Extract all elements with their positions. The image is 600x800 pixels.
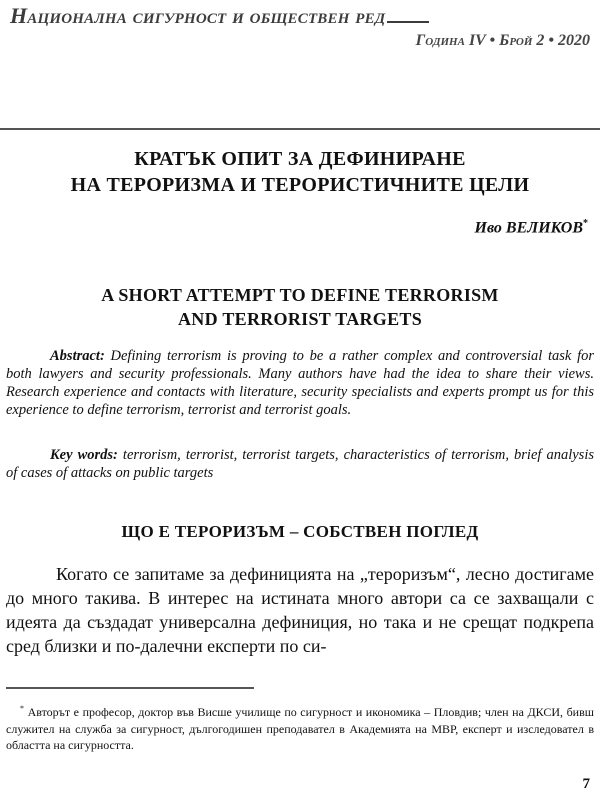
keywords-label: Key words:: [50, 447, 118, 463]
abstract: [6, 347, 594, 419]
article-title-en-line-2: AND TERRORIST TARGETS: [177, 309, 423, 329]
footnote-text: Авторът е професор, доктор във Висше училище по сигурност и икономика – Пловдив; член на ДКСИ, бивш служител на служба за сигурност, дългогодишен преподавател в Академията на МВР, експерт и изследовател в областта на сигурността.: [6, 705, 595, 752]
footnote-mark: *: [20, 704, 24, 713]
author-name: [475, 218, 588, 237]
journal-title-text: Национална сигурност и обществен ред: [10, 3, 386, 28]
page-number: 7: [582, 776, 590, 792]
article-title-bg-line-1: КРАТЪК ОПИТ ЗА ДЕФИНИРАНЕ: [134, 148, 466, 170]
abstract-text: Defining terrorism is proving to be a rather complex and controversial task for both lawyers and security professionals. Many authors have had the idea to share their views. Research experience and contacts with literature, security specialists and experts prompt us for this experience to define terrorism, terrorist and terrorist goals.: [6, 348, 594, 418]
author-footnote-mark[interactable]: *: [583, 218, 588, 229]
abstract-label: Abstract:: [50, 348, 105, 364]
journal-title: [10, 3, 590, 29]
author-name-text: Иво ВЕЛИКОВ: [474, 219, 583, 237]
body-paragraph: Когато се запитаме за дефиницията на „тероризъм“, лесно достигаме до много такива. В интерес на истината много автори са се захващали с идеята да създадат универсална дефиниция, но така и не срещат подкрепа сред близки и по-далечни експерти по си-: [6, 564, 594, 656]
keywords-text: terrorism, terrorist, terrorist targets, characteristics of terrorism, brief analysis of cases of attacks on public targets: [6, 447, 594, 481]
article-title-bg: [0, 146, 600, 198]
header-divider: [0, 128, 600, 130]
keywords: [6, 446, 594, 482]
footnote-divider: [6, 687, 254, 689]
article-title-en-line-1: A SHORT ATTEMPT TO DEFINE TERRORISM: [101, 285, 499, 305]
article-title-en: [0, 283, 600, 331]
article-title-bg-line-2: НА ТЕРОРИЗМА И ТЕРОРИСТИЧНИТЕ ЦЕЛИ: [70, 174, 530, 196]
footnote: [6, 701, 594, 754]
issue-info: Година IV • Брой 2 • 2020: [415, 32, 590, 49]
header-underline: [387, 21, 429, 23]
section-heading: ЩО Е ТЕРОРИЗЪМ – СОБСТВЕН ПОГЛЕД: [121, 522, 479, 541]
